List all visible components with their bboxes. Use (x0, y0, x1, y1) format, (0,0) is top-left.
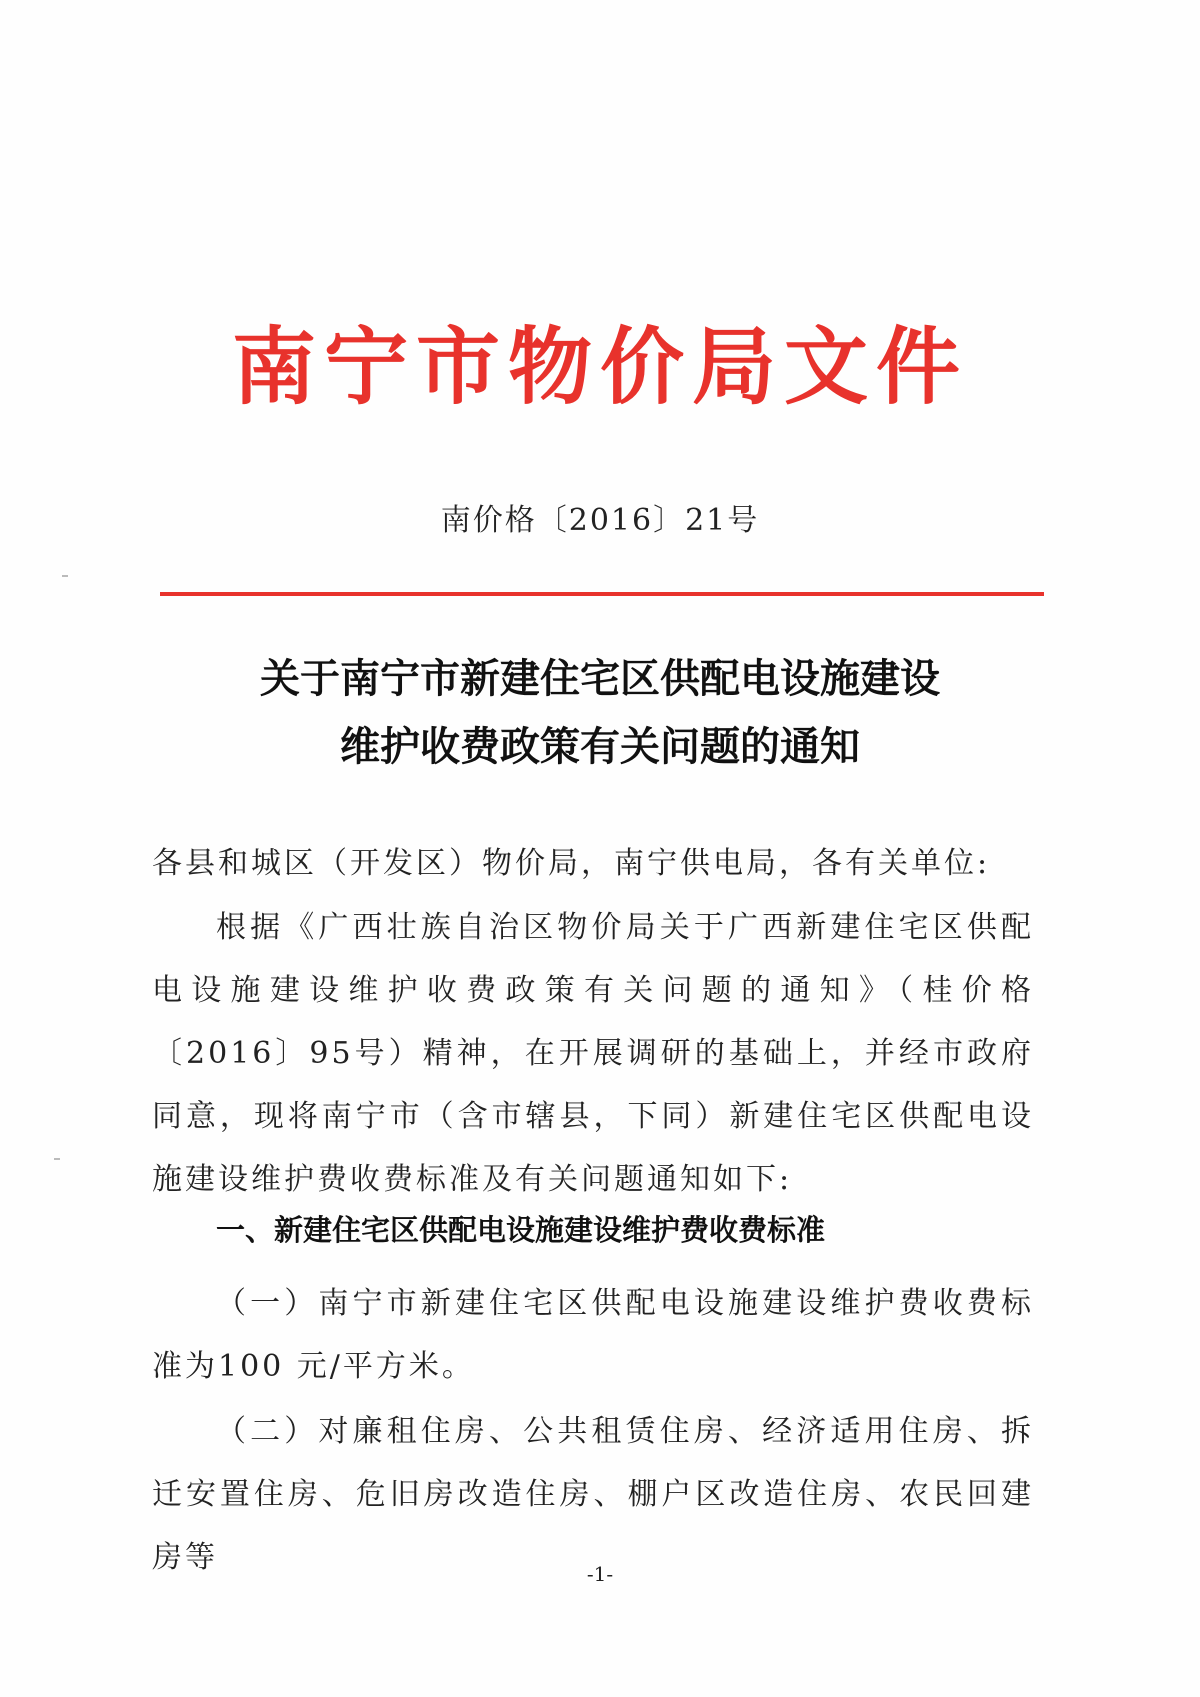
red-divider-line (160, 592, 1044, 596)
paragraph-intro: 根据《广西壮族自治区物价局关于广西新建住宅区供配电设施建设维护收费政策有关问题的通知》（桂价格〔2016〕95号）精神，在开展调研的基础上，并经市政府同意，现将南宁市（含市辖县，下同）新建住宅区供配电设施建设维护费收费标准及有关问题通知如下: (152, 910, 1034, 1197)
title-line-1: 关于南宁市新建住宅区供配电设施建设 (260, 655, 940, 702)
scan-speck (62, 575, 68, 577)
issuer-header: 南宁市物价局文件 (231, 317, 968, 416)
document-number: 南价格〔2016〕21号 (440, 503, 760, 538)
item-2: （二）对廉租住房、公共租赁住房、经济适用住房、拆迁安置住房、危旧房改造住房、棚户区改造住房、农民回建房等 (152, 1414, 1034, 1575)
document-title (0, 645, 1200, 781)
title-line-2: 维护收费政策有关问题的通知 (340, 723, 860, 770)
salutation: 各县和城区（开发区）物价局，南宁供电局，各有关单位: (152, 846, 991, 881)
scan-speck (54, 1158, 60, 1160)
section-heading-1: 一、新建住宅区供配电设施建设维护费收费标准 (216, 1213, 826, 1247)
page-number: -1- (586, 1562, 614, 1586)
item-1: （一）南宁市新建住宅区供配电设施建设维护费收费标准为100 元/平方米。 (152, 1286, 1034, 1384)
